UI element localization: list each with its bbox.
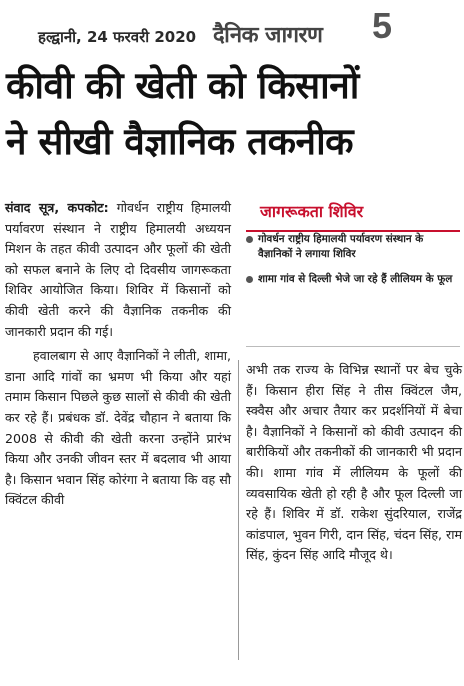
bullet-icon (246, 276, 253, 283)
highlight-bullet (246, 272, 460, 287)
article-paragraph (5, 198, 231, 342)
newspaper-name: दैनिक जागरण (213, 23, 323, 48)
highlight-bullet-text: गोवर्धन राष्ट्रीय हिमालयी पर्यावरण संस्थान के वैज्ञानिकों ने लगाया शिविर (258, 233, 424, 260)
edition-date: हल्द्वानी, 24 फरवरी 2020 (38, 28, 197, 46)
article-column-left (5, 198, 231, 515)
article-paragraph (5, 346, 231, 511)
highlight-bullet-text: शामा गांव से दिल्ली भेजे जा रहे हैं लीलियम के फूल (258, 273, 453, 285)
highlight-bottom-rule (246, 346, 460, 347)
headline-line-2: ने सीखी वैज्ञानिक तकनीक (6, 120, 354, 163)
headline (6, 58, 462, 170)
masthead (0, 0, 464, 56)
article-paragraph-text: गोवर्धन राष्ट्रीय हिमालयी पर्यावरण संस्थान ने राष्ट्रीय हिमालयी अध्ययन मिशन के तहत कीवी उत्पादन और फूलों की खेती को सफल बनाने के लिए दो दिवसीय जागरूकता शिविर आयोजित किया। शिविर में किसानों को कीवी खेती करने की वैज्ञानिक तकनीक की जानकारी प्रदान की गई। (5, 200, 231, 339)
highlight-heading: जागरूकता शिविर (260, 202, 364, 221)
article-column-right (246, 360, 462, 570)
dateline: संवाद सूत्र, कपकोट: (5, 200, 109, 215)
highlight-bullet (246, 232, 460, 262)
article-paragraph-text: हवालबाग से आए वैज्ञानिकों ने लीती, शामा, डाना आदि गांवों का भ्रमण भी किया और यहां तमाम किसान पिछले कुछ सालों से कीवी की खेती कर रहे हैं। प्रबंधक डॉ. देवेंद्र चौहान ने बताया कि 2008 से कीवी की खेती करना उन्होंने प्रारंभ किया और उनकी जीवन स्तर में बदलाव भी आया है। किसान भवान सिंह कोरंगा ने बताया कि वह सौ क्विंटल कीवी (5, 348, 231, 508)
bullet-icon (246, 236, 253, 243)
column-divider (238, 360, 239, 660)
article-paragraph-text: अभी तक राज्य के विभिन्न स्थानों पर बेच चुके हैं। किसान हीरा सिंह ने तीस क्विंटल जैम, स्क्वैस और अचार तैयार कर प्रदर्शनियों में बेचा है। वैज्ञानिकों ने किसानों को कीवी उत्पादन की बारीकियों और तकनीकों की जानकारी भी प्रदान की। शामा गांव में लीलियम के फूलों की व्यवसायिक खेती हो रही है और फूल दिल्ली जा रहे हैं। शिविर में डॉ. राकेश सुंदरियाल, राजेंद्र कांडपाल, भुवन गिरी, दान सिंह, चंदन सिंह, राम सिंह, कुंदन सिंह आदि मौजूद थे। (246, 362, 462, 563)
highlight-box (246, 200, 460, 348)
headline-line-1: कीवी की खेती को किसानों (6, 64, 359, 107)
article-paragraph (246, 360, 462, 566)
page-number: 5 (372, 5, 393, 46)
